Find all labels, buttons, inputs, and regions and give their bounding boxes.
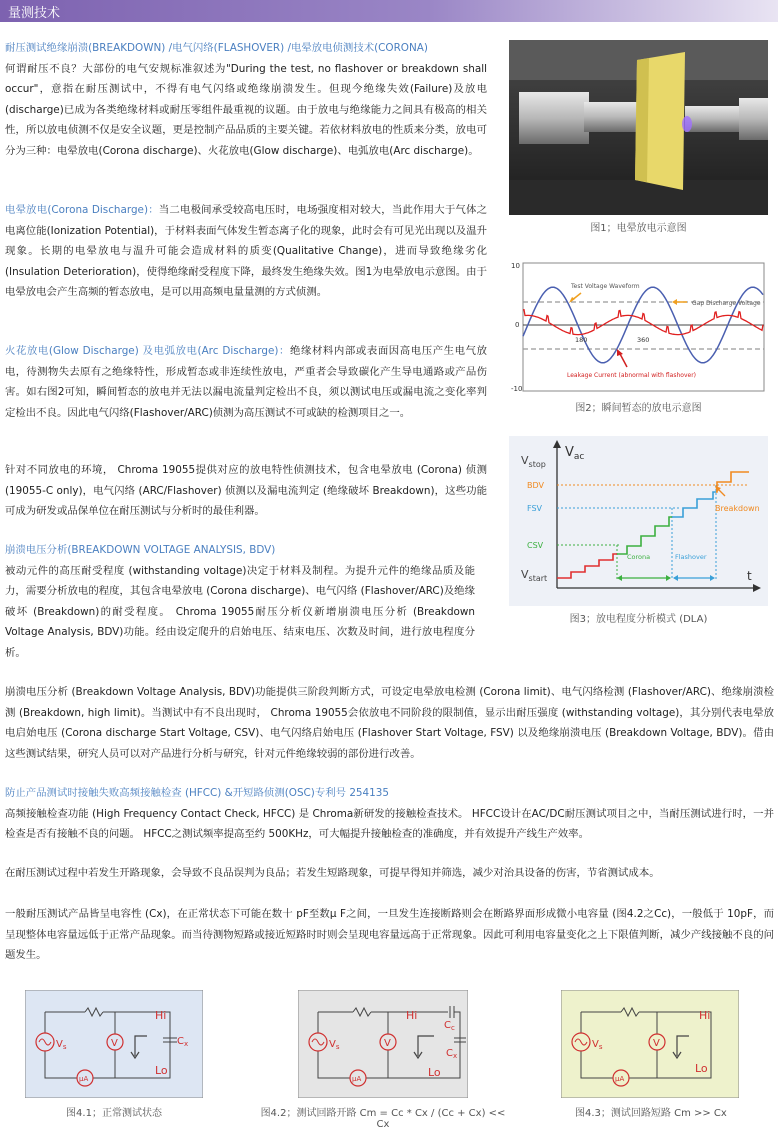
hi-label: Hi bbox=[155, 1009, 167, 1022]
fig2-caption: 图2；瞬间暂态的放电示意图 bbox=[575, 403, 702, 414]
section-bdv-detail bbox=[5, 682, 774, 764]
bdv-title: 崩溃电压分析(BREAKDOWN VOLTAGE ANALYSIS, BDV) bbox=[5, 544, 276, 556]
y-tick-bottom: -10 bbox=[511, 385, 523, 393]
hfcc-body-2: 在耐压测试过程中若发生开路现象，会导致不良品误判为良品；若发生短路现象，可提早得知并筛选，减少对治具设备的伤害，节省测试成本。 bbox=[5, 867, 660, 879]
fig4-1-caption: 图4.1；正常测试状态 bbox=[66, 1108, 162, 1119]
label-gap-discharge: Gap Discharge Voltage bbox=[692, 300, 761, 307]
section-header bbox=[0, 0, 778, 22]
step-green bbox=[617, 517, 672, 554]
x-tick-360: 360 bbox=[637, 336, 650, 344]
hi-label: Hi bbox=[406, 1009, 418, 1022]
corona-span-left bbox=[617, 575, 622, 581]
v-label: V bbox=[653, 1038, 660, 1049]
section-glow-arc bbox=[5, 341, 487, 423]
step-orange bbox=[716, 472, 749, 492]
lo-label: Lo bbox=[155, 1064, 168, 1077]
v-label: V bbox=[111, 1038, 118, 1049]
hfcc-title: 防止产品测试时接触失败高频接触检查 (HFCC) &开短路侦测(OSC)专利号 254135 bbox=[5, 787, 389, 799]
glow-arc-lead: 火花放电(Glow Discharge) 及电弧放电(Arc Discharge)： bbox=[5, 345, 290, 357]
vstart-label: $V_{start}$ bbox=[521, 568, 548, 583]
section-19055 bbox=[5, 460, 487, 522]
flashover-span-right bbox=[710, 575, 715, 581]
section-bdv bbox=[5, 540, 475, 664]
vac-label: $V_{ac}$ bbox=[565, 445, 585, 462]
circuit-normal bbox=[25, 990, 203, 1098]
vs-label: $V_s$ bbox=[329, 1039, 340, 1051]
corona-span-right bbox=[666, 575, 671, 581]
vs-label: $V_s$ bbox=[592, 1039, 603, 1051]
ua-label: μA bbox=[352, 1075, 362, 1083]
cc-label: $C_c$ bbox=[444, 1020, 455, 1032]
circuit-short bbox=[561, 990, 739, 1098]
corona-label: Corona bbox=[627, 553, 651, 561]
step-blue bbox=[672, 492, 716, 517]
fig4-3-caption: 图4.3；测试回路短路 Cm >> Cx bbox=[575, 1108, 727, 1119]
fig4-2-caption: 图4.2；测试回路开路 Cm = Cc * Cx / (Cc + Cx) << Cx bbox=[260, 1108, 506, 1130]
fig3-caption: 图3；放电程度分析模式 (DLA) bbox=[569, 614, 708, 625]
hfcc-body-1: 高频接触检查功能 (High Frequency Contact Check, HFCC) 是 Chroma新研发的接触检查技术。 HFCC设计在AC/DC耐压测试项目之中，当耐压测试进行时，一并检查是否有接触不良的问题。 HFCC之测试频率提高至约 500KHz，可大幅提升接触检查的准确度，并有效提升产线生产效率。 bbox=[5, 807, 774, 841]
hfcc-body-3: 一般耐压测试产品皆呈电容性 (Cx)，在正常状态下可能在数十 pF至数μ F之间，一旦发生连接断路则会在断路界面形成微小电容量 (图4.2之Cc)，一般低于 10pF，而呈现整体电容量远低于正常产品现象。而当待测物短路或接近短路时时则会呈现电容量远高于正常现象。因此可利用电容量变化之上下限值判断，减少产线接触不良的问题发生。 bbox=[5, 908, 774, 962]
glow-arc-body: 绝缘材料内部或表面因高电压产生电气放电，待测物失去原有之绝缘特性，形成暂态或非连续性放电，严重者会导致碳化产生导电通路或产品伤害。如右图2可知，瞬间暂态的放电并无法以漏电流量判定检出不良，须以测试电压或漏电流之变化率判定检出不良。因此电气闪络(Flashover/ARC)侦测为高压测试不可或缺的检测项目之一。 bbox=[5, 345, 488, 419]
section-hfcc-p3 bbox=[5, 904, 774, 966]
csv-label: CSV bbox=[527, 541, 544, 550]
section-19055-body: 针对不同放电的环境， Chroma 19055提供对应的放电特性侦测技术，包含电晕放电 (Corona) 侦测 (19055-C only)，电气闪络 (ARC/Flashover) 侦测以及漏电流判定 (绝缘破坏 Breakdown)，这些功能可成为研发或品保单位在耐压测试与分析时的最佳利器。 bbox=[5, 464, 487, 518]
hi-label: Hi bbox=[699, 1009, 711, 1022]
ua-label: μA bbox=[79, 1075, 89, 1083]
intro-body: 何谓耐压不良？大部份的电气安规标准叙述为"During the test, no flashover or breakdown shall occur"，意指在耐压测试中，不得有电气闪络或绝缘崩溃发生。但现今绝缘失效(Failure)及放电(discharge)已成为各类绝缘材料或耐压零组件最重视的议题。由于放电与绝缘能力之间具有极高的相关性，所以放电侦测不仅是安全议题，更是控制产品品质的主要关键。若依材料放电的性质来分类，放电可分为三种：电晕放电(Corona discharge)、火花放电(Glow discharge)、电弧放电(Arc discharge)。 bbox=[5, 62, 487, 157]
section-title: 量测技术 bbox=[8, 6, 61, 21]
v-label: V bbox=[384, 1038, 391, 1049]
label-leakage: Leakage Current (abnormal with flashover) bbox=[567, 372, 696, 379]
intro-title: 耐压测试绝缘崩溃(BREAKDOWN) /电气闪络(FLASHOVER) /电晕放电侦测技术(CORONA) bbox=[5, 42, 428, 54]
vstop-label: $V_{stop}$ bbox=[521, 454, 546, 469]
transient-discharge-chart bbox=[509, 257, 768, 397]
cx-label: $C_x$ bbox=[446, 1048, 458, 1060]
fsv-label: FSV bbox=[527, 504, 543, 513]
circuit-open bbox=[298, 990, 468, 1098]
vs-label: $V_s$ bbox=[56, 1039, 67, 1051]
x-tick-180: 180 bbox=[575, 336, 588, 344]
section-corona bbox=[5, 200, 487, 303]
t-label: t bbox=[747, 569, 752, 583]
ua-label: μA bbox=[615, 1075, 625, 1083]
section-hfcc bbox=[5, 783, 774, 845]
bdv-detail-body: 崩溃电压分析 (Breakdown Voltage Analysis, BDV)功能提供三阶段判断方式，可设定电晕放电检测 (Corona limit)、电气闪络检测 (Flashover/ARC)、绝缘崩溃检测 (Breakdown, high limit)。当测试中有不良出现时， Chroma 19055会依放电不同阶段的限制值，显示出耐压强度 (withstanding voltage)，其分别代表电晕放电启始电压 (Corona discharge Start Voltage, CSV)、电气闪络启始电压 (Flashover Start Voltage, FSV) 以及绝缘崩溃电压 (Breakdown Voltage, BDV)。借由这些测试结果，研究人员可以对产品进行分析与研究，针对元件绝缘较弱的部份进行改善。 bbox=[5, 686, 774, 760]
fig1-caption: 图1；电晕放电示意图 bbox=[590, 223, 687, 234]
corona-photo bbox=[509, 40, 768, 215]
label-test-voltage: Test Voltage Waveform bbox=[571, 283, 640, 290]
lo-label: Lo bbox=[428, 1066, 441, 1079]
cx-label: $C_x$ bbox=[177, 1036, 189, 1048]
x-axis-arrow bbox=[753, 584, 761, 592]
y-tick-zero: 0 bbox=[515, 321, 520, 329]
flashover-label: Flashover bbox=[675, 553, 707, 561]
breakdown-label: Breakdown bbox=[715, 504, 760, 513]
corona-body: 当二电极间承受较高电压时，电场强度相对较大，当此作用大于气体之电离位能(Ionization Potential)，于材料表面气体发生暂态离子化的现象，此时会有可见光出现以及温升现象。长期的电晕放电与温升可能会造成材料的质变(Qualitative Change)，进而导致绝缘劣化 (Insulation Deterioration)，使得绝缘耐受程度下降，最终发生绝缘失效。图1为电晕放电示意图。由于电晕放电会产生高频的暂态放电，是可以用高频电量量测的方式侦测。 bbox=[5, 204, 487, 299]
bdv-body: 被动元件的高压耐受程度 (withstanding voltage)决定于材料及制程。为提升元件的绝缘品质及能力，需要分析放电的程度，其包含电晕放电 (Corona discharge)、电气闪络 (Flashover/ARC)及绝缘破坏 (Breakdown)的耐受程度。 Chroma 19055耐压分析仪新增崩溃电压分析 (Breakdown Voltage Analysis, BDV)功能。经由设定爬升的启始电压、结束电压、次数及时间，进行放电程度分析。 bbox=[5, 564, 475, 659]
y-axis-arrow bbox=[553, 440, 561, 448]
section-hfcc-p2 bbox=[5, 863, 774, 884]
lo-label: Lo bbox=[695, 1062, 708, 1075]
section-intro bbox=[5, 38, 487, 162]
corona-lead: 电晕放电(Corona Discharge)： bbox=[5, 204, 159, 216]
step-red bbox=[557, 554, 617, 578]
dla-chart bbox=[509, 436, 768, 606]
bdv-label: BDV bbox=[527, 481, 544, 490]
y-tick-top: 10 bbox=[511, 262, 520, 270]
flashover-span-left bbox=[673, 575, 678, 581]
